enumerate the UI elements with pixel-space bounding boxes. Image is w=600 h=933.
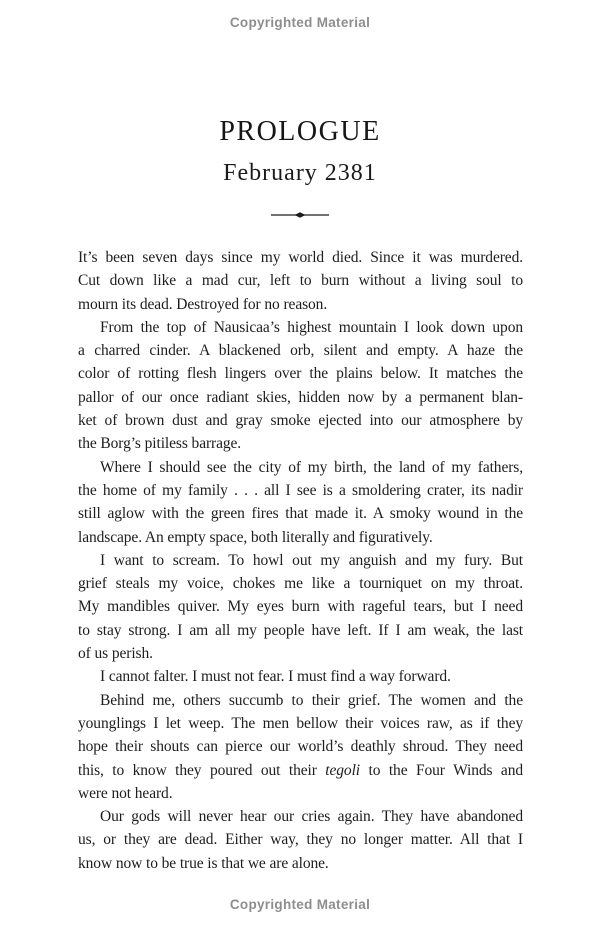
paragraph: [78, 316, 523, 456]
body-line: younglings I let weep. The men bellow their voices raw, as if they: [78, 714, 523, 732]
body-line: My mandibles quiver. My eyes burn with rageful tears, but I need: [78, 598, 523, 616]
body-line: Behind me, others succumb to their grief. The women and the: [100, 691, 523, 709]
body-line: know now to be true is that we are alone.: [78, 854, 329, 872]
body-line: this, to know they poured out their tegoli to the Four Winds and: [78, 761, 523, 779]
body-line: the Borg’s pitiless barrage.: [78, 435, 242, 453]
body-line: of us perish.: [78, 645, 153, 663]
body-line: From the top of Nausicaa’s highest mountain I look down upon: [100, 318, 523, 336]
body-line: us, or they are dead. Either way, they no longer matter. All that I: [78, 831, 523, 849]
chapter-date: February 2381: [223, 160, 377, 186]
body-line: It’s been seven days since my world died. Since it was murdered.: [78, 249, 523, 266]
divider-line-diamond-icon: [271, 210, 329, 220]
body-line: to stay strong. I am all my people have left. If I am weak, the last: [78, 621, 523, 639]
body-line: Where I should see the city of my birth, the land of my fathers,: [100, 458, 523, 476]
paragraph: [78, 689, 523, 805]
body-line: ket of brown dust and gray smoke ejected into our atmosphere by: [78, 412, 523, 430]
body-line: a charred cinder. A blackened orb, silent and empty. A haze the: [78, 342, 523, 360]
paragraph: [78, 805, 523, 875]
body-line: mourn its dead. Destroyed for no reason.: [78, 295, 328, 313]
section-divider: [0, 210, 600, 228]
body-line: the home of my family . . . all I see is a smoldering crater, its nadir: [78, 481, 523, 499]
copyright-notice-bottom: Copyrighted Material: [229, 897, 371, 912]
body-line: grief steals my voice, chokes me like a tourniquet on my throat.: [78, 575, 523, 593]
paragraph: [78, 549, 523, 665]
body-line: I want to scream. To howl out my anguish and my fury. But: [100, 551, 523, 569]
copyright-notice-top: Copyrighted Material: [229, 15, 371, 30]
body-line: color of rotting flesh lingers over the plains below. It matches the: [78, 365, 523, 383]
emphasized-word: tegoli: [325, 761, 360, 779]
body-line: were not heard.: [78, 784, 173, 802]
body-line: still aglow with the green fires that made it. A smoky wound in the: [78, 505, 523, 523]
paragraph: [78, 246, 523, 316]
paragraph: [78, 456, 523, 549]
body-line: I cannot falter. I must not fear. I must find a way forward.: [100, 668, 451, 686]
body-line: Our gods will never hear our cries again. They have abandoned: [100, 808, 523, 826]
body-line: Cut down like a mad cur, left to burn without a living soul to: [78, 272, 523, 290]
chapter-title: PROLOGUE: [219, 116, 381, 147]
body-line: landscape. An empty space, both literally and figuratively.: [78, 528, 433, 546]
body-line: pallor of our once radiant skies, hidden now by a permanent blan-: [78, 388, 523, 406]
body-line: hope their shouts can pierce our world’s deathly shroud. They need: [78, 738, 523, 756]
paragraph: [78, 665, 523, 688]
text-block: [78, 246, 523, 875]
